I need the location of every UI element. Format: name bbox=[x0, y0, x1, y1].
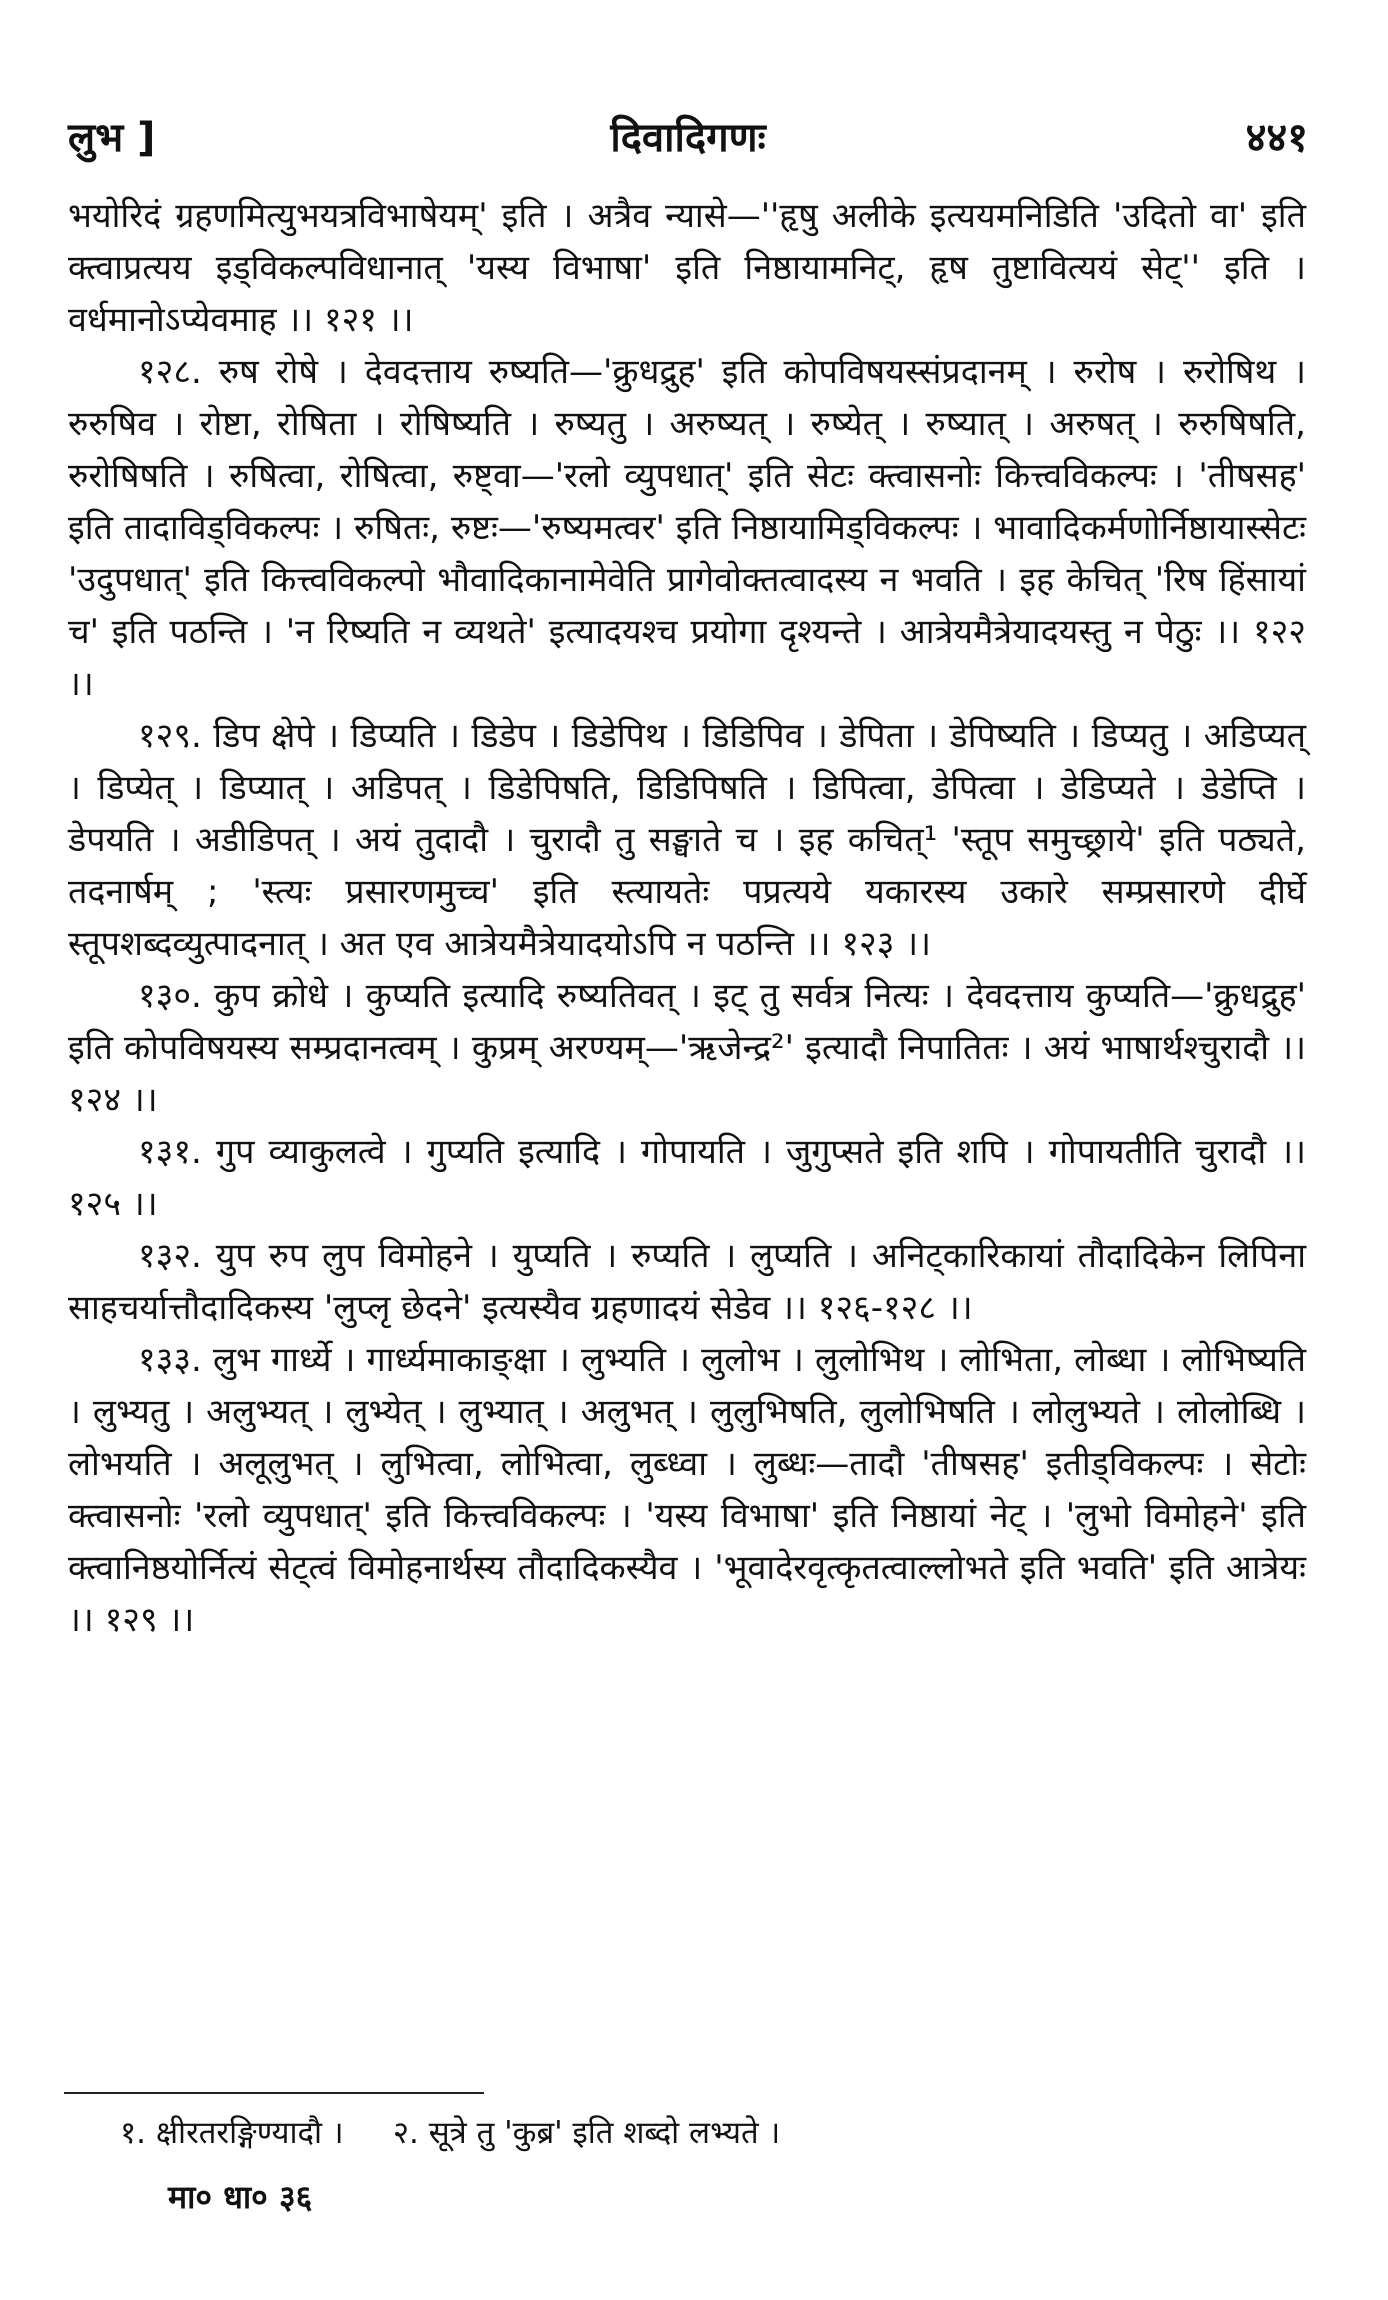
paragraph-continuation: भयोरिदं ग्रहणमित्युभयत्रविभाषेयम्' इति । अत्रैव न्यासे—''हृषु अलीके इत्ययमनिडिति 'उदितो वा' इति क्त्वाप्रत्यय इड्विकल्पविधानात् 'यस्य विभाषा' इति निष्ठायामनिट्, हृष तुष्टावित्ययं सेट्'' इति । वर्धमानोऽप्येवमाह ।। १२१ ।। bbox=[68, 196, 1306, 340]
paragraph-128-rusha: १२८. रुष रोषे । देवदत्ताय रुष्यति—'क्रुधद्रुह' इति कोपविषयस्संप्रदानम् । रुरोष । रुरोषिथ । रुरुषिव । रोष्टा, रोषिता । रोषिष्यति । रुष्यतु । अरुष्यत् । रुष्येत् । रुष्यात् । अरुषत् । रुरुषिषति, रुरोषिषति । रुषित्वा, रोषित्वा, रुष्ट्वा—'रलो व्युपधात्' इति सेटः क्त्वासनोः कित्त्वविकल्पः । 'तीषसह' इति तादाविड्विकल्पः । रुषितः, रुष्टः—'रुष्यमत्वर' इति निष्ठायामिड्विकल्पः । भावादिकर्मणोर्निष्ठायास्सेटः 'उदुपधात्' इति कित्त्वविकल्पो भौवादिकानामेवेति प्रागेवोक्तत्वादस्य न भवति । इह केचित् 'रिष हिंसायां च' इति पठन्ति । 'न रिष्यति न व्यथते' इत्यादयश्च प्रयोगा दृश्यन्ते । आत्रेयमैत्रेयादयस्तु न पेठुः ।। १२२ ।। bbox=[68, 352, 1306, 704]
paragraph-129-dipa: १२९. डिप क्षेपे । डिप्यति । डिडेप । डिडेपिथ । डिडिपिव । डेपिता । डेपिष्यति । डिप्यतु । अडिप्यत् । डिप्येत् । डिप्यात् । अडिपत् । डिडेपिषति, डिडिपिषति । डिपित्वा, डेपित्वा । डेडिप्यते । डेडेप्ति । डेपयति । अडीडिपत् । अयं तुदादौ । चुरादौ तु सङ्घाते च । इह कचित्¹ 'स्तूप समुच्छ्राये' इति पठ्यते, तदनार्षम् ; 'स्त्यः प्रसारणमुच्च' इति स्त्यायतेः पप्रत्यये यकारस्य उकारे सम्प्रसारणे दीर्घे स्तूपशब्दव्युत्पादनात् । अत एव आत्रेयमैत्रेयादयोऽपि न पठन्ति ।। १२३ ।। bbox=[68, 716, 1306, 964]
paragraph-132-yupa: १३२. युप रुप लुप विमोहने । युप्यति । रुप्यति । लुप्यति । अनिट्कारिकायां तौदादिकेन लिपिना साहचर्यात्तौदादिकस्य 'लुप्लृ छेदने' इत्यस्यैव ग्रहणादयं सेडेव ।। १२६-१२८ ।। bbox=[68, 1236, 1306, 1328]
paragraph-130-kupa: १३०. कुप क्रोधे । कुप्यति इत्यादि रुष्यतिवत् । इट् तु सर्वत्र नित्यः । देवदत्ताय कुप्यति—'क्रुधद्रुह' इति कोपविषयस्य सम्प्रदानत्वम् । कुप्रम् अरण्यम्—'ऋजेन्द्र²' इत्यादौ निपातितः । अयं भाषार्थश्चुरादौ ।। १२४ ।। bbox=[68, 976, 1306, 1120]
footnotes: १. क्षीरतरङ्गिण्यादौ । २. सूत्रे तु 'कुब्र' इति शब्दो लभ्यते । bbox=[120, 2115, 781, 2151]
paragraph-131-gupa: १३१. गुप व्याकुलत्वे । गुप्यति इत्यादि । गोपायति । जुगुप्सते इति शपि । गोपायतीति चुरादौ ।। १२५ ।। bbox=[68, 1132, 1306, 1224]
footnote-divider bbox=[64, 2092, 484, 2094]
main-text bbox=[68, 190, 1306, 1646]
running-head bbox=[68, 108, 1308, 168]
paragraph-133-lubha: १३३. लुभ गार्ध्ये । गार्ध्यमाकाङ्क्षा । लुभ्यति । लुलोभ । लुलोभिथ । लोभिता, लोब्धा । लोभिष्यति । लुभ्यतु । अलुभ्यत् । लुभ्येत् । लुभ्यात् । अलुभत् । लुलुभिषति, लुलोभिषति । लोलुभ्यते । लोलोब्धि । लोभयति । अलूलुभत् । लुभित्वा, लोभित्वा, लुब्ध्वा । लुब्धः—तादौ 'तीषसह' इतीड्विकल्पः । सेटोः क्त्वासनोः 'रलो व्युपधात्' इति कित्त्वविकल्पः । 'यस्य विभाषा' इति निष्ठायां नेट् । 'लुभो विमोहने' इति क्त्वानिष्ठयोर्नित्यं सेट्त्वं विमोहनार्थस्य तौदादिकस्यैव । 'भूवादेरवृत्कृतत्वाल्लोभते इति भवति' इति आत्रेयः ।। १२९ ।। bbox=[68, 1340, 1306, 1640]
running-head-left: लुभ ] bbox=[68, 115, 156, 161]
running-head-title: दिवादिगणः bbox=[610, 115, 766, 161]
signature-mark: मा० धा० ३६ bbox=[168, 2178, 313, 2216]
page-number: ४४१ bbox=[1245, 115, 1308, 161]
